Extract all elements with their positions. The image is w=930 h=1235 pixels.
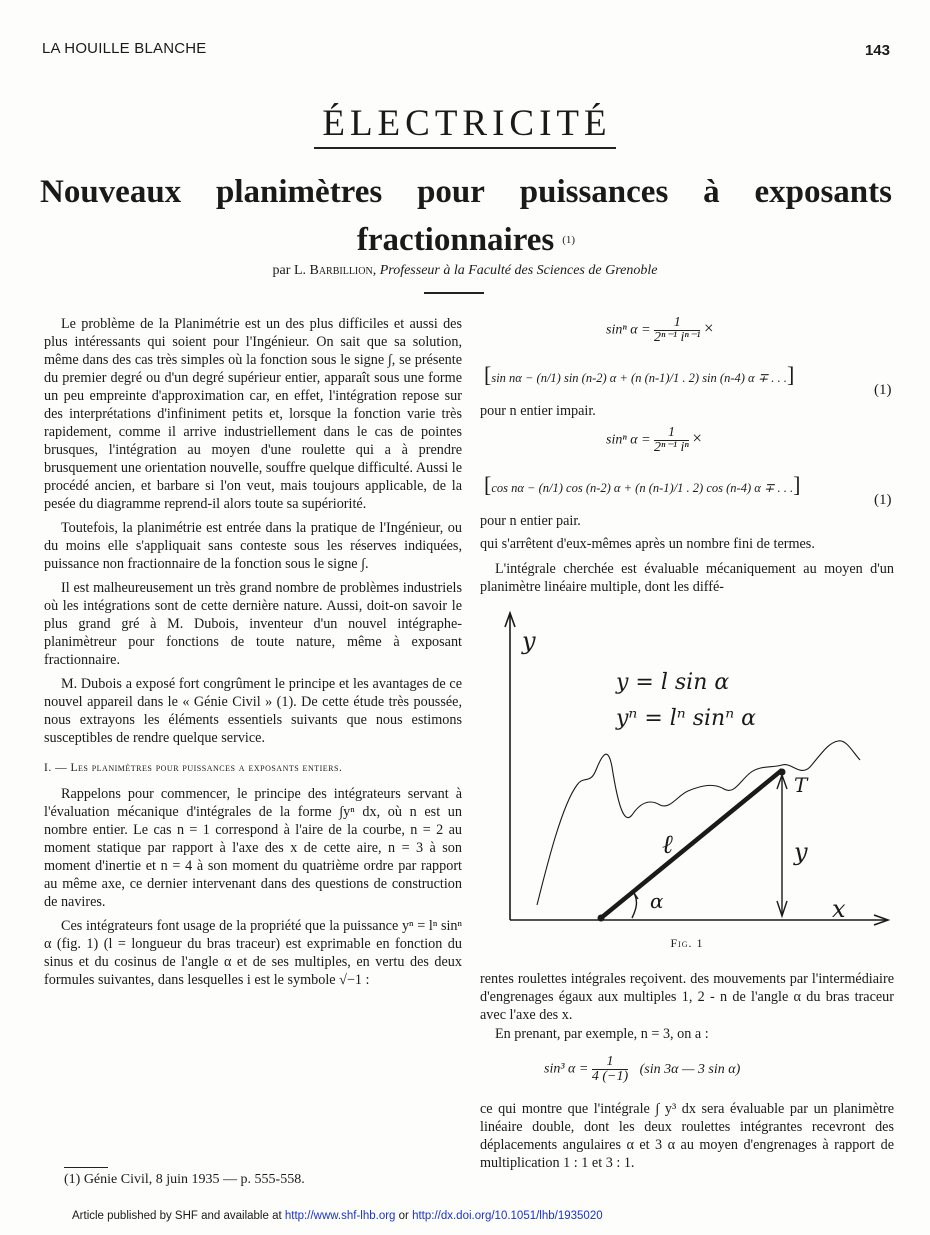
eq1-body: sin nα − (n/1) sin (n-2) α + (n (n-1)/1 . 2) sin (n-4) α ∓ . . . — [491, 371, 787, 385]
fig-label-x-axis: x — [832, 895, 846, 923]
article-title — [40, 168, 892, 264]
title-footnote-mark: (1) — [562, 234, 576, 246]
section-1-title: Les planimètres pour puissances a exposants entiers. — [70, 762, 343, 774]
paragraph-example: En prenant, par exemple, n = 3, on a : — [495, 1026, 709, 1042]
credit-line — [72, 1210, 603, 1222]
eq2-times: × — [692, 428, 702, 448]
section-1-number: I. — — [44, 762, 71, 774]
left-column — [44, 315, 462, 995]
paragraph-4: M. Dubois a exposé fort congrûment le principe et les avantages de ce nouvel appareil dans le « Génie Civil » (1). De cette étude très poussée, nous extrayons les éléments essentiels suivants que nous estimons susceptibles de rendre quelque service. — [44, 676, 462, 746]
equation-2-body: [cos nα − (n/1) cos (n-2) α + (n (n-1)/1 . 2) cos (n-4) α ∓ . . .] — [484, 472, 801, 497]
eq1-times: × — [703, 318, 714, 338]
paragraph-intro: L'intégrale cherchée est évaluable mécaniquement au moyen d'un planimètre linéaire multiple, dont les diffé- — [480, 561, 894, 595]
paragraph-2: Toutefois, la planimétrie est entrée dans la pratique de l'Ingénieur, ou du moins elle s'appliquait sans conteste sous les réserves indiquées, puissance non fractionnaire de la fonction sous le signe ∫. — [44, 520, 462, 572]
figure-1 — [492, 605, 894, 935]
paragraph-continuation: rentes roulettes intégrales reçoivent. des mouvements par l'intermédiaire d'engrenages égaux aux multiples 1, 2 - n de l'angle α du bras traceur avec l'axe des x. — [480, 971, 894, 1023]
credit-text: Article published by SHF and available at — [72, 1210, 285, 1222]
eq1-fraction — [654, 316, 700, 345]
eq1-numerator: 1 — [654, 316, 700, 331]
eq3-lhs: sin³ α = — [544, 1061, 589, 1077]
journal-name: LA HOUILLE BLANCHE — [42, 40, 207, 57]
curve — [537, 741, 860, 905]
paragraph-6: Ces intégrateurs font usage de la propriété que la puissance yⁿ = lⁿ sinⁿ α (fig. 1) (l = longueur du bras traceur) est exprimable en fonction du sinus et du cosinus de l'angle α et de ses multiples, en vertu des deux formules suivantes, dans lesquelles i est le symbole √−1 : — [44, 918, 462, 988]
fig-label-eq2: yⁿ = lⁿ sinⁿ α — [616, 706, 756, 731]
footnote-rule — [64, 1167, 108, 1168]
title-line-1 — [40, 168, 892, 216]
eq1-lhs: sinⁿ α = — [606, 322, 651, 338]
fig-label-eq1: y = l sin α — [616, 670, 730, 695]
footnote: (1) Génie Civil, 8 juin 1935 — p. 555-558. — [64, 1172, 305, 1187]
author-name: L. Barbillion — [293, 263, 373, 278]
paragraph-3: Il est malheureusement un très grand nombre de problèmes industriels où les intégrations sont de cette dernière nature. Aussi, doit-on savoir le plus grand gré à M. Dubois, inventeur d'un nouvel intégraphe-planimètreur pour fonctions de toute nature, même à exposant fractionnaire. — [44, 580, 462, 668]
credit-link-doi[interactable]: http://dx.doi.org/10.1051/lhb/1935020 — [412, 1210, 603, 1222]
title-line-2-text: fractionnaires — [356, 222, 555, 258]
equation-1-lhs — [606, 316, 714, 345]
author-affiliation: , Professeur à la Faculté des Sciences de Grenoble — [372, 263, 658, 278]
eq2-condition: pour n entier pair. — [480, 513, 581, 529]
equation-3 — [544, 1055, 740, 1084]
eq1-denominator: 2ⁿ⁻¹ iⁿ⁻¹ — [654, 330, 701, 345]
title-rule — [424, 292, 484, 294]
paragraph-5: Rappelons pour commencer, le principe des intégrateurs servant à l'évaluation mécanique d'intégrales de la forme ∫yⁿ dx, où n est un nombre entier. Le cas n = 1 correspond à l'aire de la courbe, n = 2 au moment statique par rapport à l'axe des x de cette aire, n = 3 à son moment d'inertie et n = 4 à son moment du quatrième ordre par rapport au même axe, ce dernier intervenant dans des questions de construction de navires. — [44, 786, 462, 910]
tracer-arm — [601, 770, 782, 918]
eq2-denominator: 2ⁿ⁻¹ iⁿ — [654, 440, 689, 455]
title-word: planimètres — [216, 174, 383, 210]
eq3-numerator: 1 — [592, 1055, 628, 1070]
title-word: exposants — [754, 174, 892, 210]
paragraph-last: ce qui montre que l'intégrale ∫ y³ dx sera évaluable par un planimètre linéaire double, dont les deux roulettes intégrantes recevront des déplacements angulaires α et 3 α au moyen d'engrenages à rapport de multiplication 1 : 1 et 3 : 1. — [480, 1101, 894, 1171]
byline-prefix: par — [272, 263, 294, 278]
fig-label-y: y — [794, 838, 808, 866]
eq3-rhs: (sin 3α — 3 sin α) — [639, 1061, 741, 1077]
title-word: Nouveaux — [40, 174, 182, 210]
title-word: puissances — [519, 174, 669, 210]
eq3-denominator: 4 (−1) — [591, 1069, 629, 1084]
eq2-fraction — [654, 426, 689, 455]
fig-label-y-axis: y — [522, 627, 536, 655]
eq2-body: cos nα − (n/1) cos (n-2) α + (n (n-1)/1 . 2) cos (n-4) α ∓ . . . — [491, 481, 794, 495]
figure-caption: Fig. 1 — [670, 936, 704, 950]
byline — [0, 263, 930, 279]
eq1-condition: pour n entier impair. — [480, 403, 596, 419]
equation-2-lhs — [606, 426, 702, 455]
title-word: à — [703, 174, 720, 210]
paragraph-terms: qui s'arrêtent d'eux-mêmes après un nombre fini de termes. — [480, 536, 815, 552]
eq1-number: (1) — [874, 382, 892, 398]
title-word: pour — [417, 174, 485, 210]
credit-link-shf[interactable]: http://www.shf-lhb.org — [284, 1210, 396, 1222]
credit-or: or — [395, 1210, 413, 1222]
page-number: 143 — [864, 42, 890, 59]
eq2-lhs: sinⁿ α = — [606, 432, 651, 448]
eq3-fraction — [592, 1055, 628, 1084]
fig-label-l: ℓ — [662, 830, 673, 860]
fig-label-T: T — [794, 773, 808, 797]
title-line-2 — [40, 216, 892, 264]
tracer-point — [779, 769, 786, 776]
section-heading: ÉLECTRICITÉ — [314, 102, 615, 149]
eq2-numerator: 1 — [654, 426, 689, 441]
eq2-number: (1) — [874, 492, 892, 508]
fig-label-alpha: α — [650, 889, 664, 913]
figure-1-drawing — [492, 605, 894, 935]
section-heading-wrap — [0, 102, 930, 149]
equation-1-body: [sin nα − (n/1) sin (n-2) α + (n (n-1)/1 . 2) sin (n-4) α ∓ . . .] — [484, 362, 795, 387]
paragraph-1: Le problème de la Planimétrie est un des plus difficiles et aussi des plus intéressants qui soient pour l'Ingénieur. On sait que sa solution, même dans des cas très simples où la fonction sous le signe ∫, se présente du premier degré ou d'un degré supérieur entier, apparaît sous une forme un peu empreinte d'approximation car, en effet, l'intégration repose sur des interprétations d'infiniment petits et, lorsque la fonction varie très rapidement, comme il arrive industriellement dans le cas de pointes brusques, l'intégration au moyen d'une roulette qui a à prendre brusquement une orientation nouvelle, souffre quelque difficulté. Aussi le procédé ancien, et barbare si l'on veut, mais toujours applicable, de la pesée du diagramme reprend-il alors toute sa supériorité. — [44, 316, 462, 512]
section-1-heading — [44, 759, 462, 777]
pivot-point — [598, 915, 605, 922]
